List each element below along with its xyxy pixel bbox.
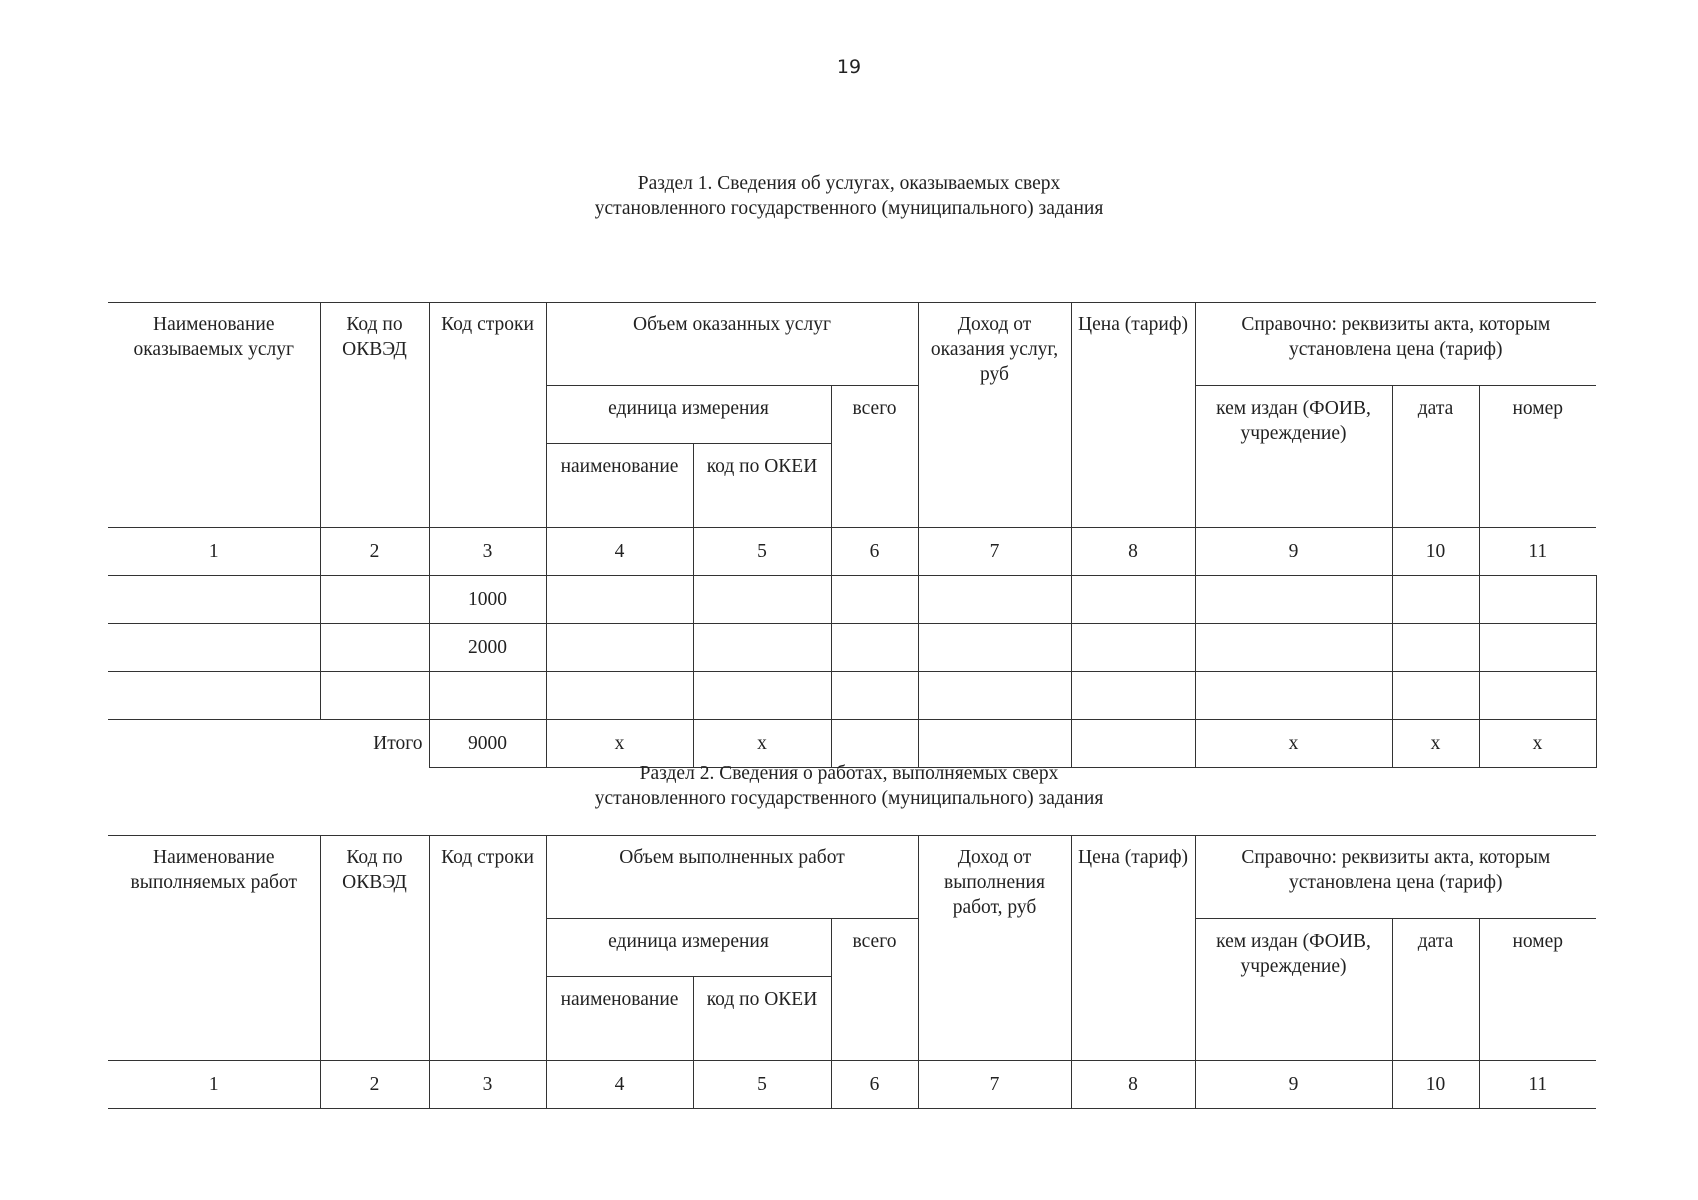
cell-number[interactable] <box>1479 672 1596 720</box>
column-number: 9 <box>1195 528 1392 576</box>
section-1-table <box>108 302 1597 768</box>
column-number: 3 <box>429 1061 546 1109</box>
cell-price[interactable] <box>1071 672 1195 720</box>
total-cell-date: х <box>1392 720 1479 768</box>
column-number: 7 <box>918 528 1071 576</box>
cell-date[interactable] <box>1392 672 1479 720</box>
header-unit: единица измерения <box>546 919 831 977</box>
column-number: 7 <box>918 1061 1071 1109</box>
total-label: Итого <box>108 720 429 768</box>
header-income: Доход от выполнения работ, руб <box>918 836 1071 1061</box>
cell-number[interactable] <box>1479 576 1596 624</box>
header-total: всего <box>831 919 918 1061</box>
cell-issuer[interactable] <box>1195 624 1392 672</box>
header-okei: код по ОКЕИ <box>693 444 831 528</box>
section-2-table <box>108 835 1596 1109</box>
header-price: Цена (тариф) <box>1071 836 1195 1061</box>
header-reference: Справочно: реквизиты акта, которым установлена цена (тариф) <box>1195 303 1596 386</box>
column-number: 1 <box>108 528 320 576</box>
column-number: 10 <box>1392 528 1479 576</box>
table-row <box>108 672 1596 720</box>
header-unit-name: наименование <box>546 977 693 1061</box>
cell-okei[interactable] <box>693 576 831 624</box>
cell-unit-name[interactable] <box>546 624 693 672</box>
header-issuer: кем издан (ФОИВ, учреждение) <box>1195 386 1392 528</box>
header-unit: единица измерения <box>546 386 831 444</box>
header-okei: код по ОКЕИ <box>693 977 831 1061</box>
cell-okved[interactable] <box>320 576 429 624</box>
section-1-title-line-1: Раздел 1. Сведения об услугах, оказываемых сверх <box>637 173 1061 194</box>
total-cell-unit-name: х <box>546 720 693 768</box>
section-1-title <box>0 171 1698 221</box>
cell-price[interactable] <box>1071 576 1195 624</box>
header-unit-name: наименование <box>546 444 693 528</box>
column-number: 2 <box>320 1061 429 1109</box>
header-date: дата <box>1392 386 1479 528</box>
cell-unit-name[interactable] <box>546 672 693 720</box>
total-row-code: 9000 <box>429 720 546 768</box>
table-row <box>108 624 1596 672</box>
total-cell-issuer: х <box>1195 720 1392 768</box>
column-number: 10 <box>1392 1061 1479 1109</box>
table-row <box>108 576 1596 624</box>
header-okved: Код по ОКВЭД <box>320 303 429 528</box>
cell-row-code: 2000 <box>429 624 546 672</box>
column-number: 6 <box>831 1061 918 1109</box>
cell-number[interactable] <box>1479 624 1596 672</box>
column-number: 11 <box>1479 1061 1596 1109</box>
header-volume: Объем оказанных услуг <box>546 303 918 386</box>
column-number: 8 <box>1071 1061 1195 1109</box>
cell-date[interactable] <box>1392 624 1479 672</box>
column-number-row <box>108 528 1596 576</box>
header-number: номер <box>1479 919 1596 1061</box>
column-number: 4 <box>546 528 693 576</box>
column-number: 9 <box>1195 1061 1392 1109</box>
header-reference: Справочно: реквизиты акта, которым установлена цена (тариф) <box>1195 836 1596 919</box>
header-okved: Код по ОКВЭД <box>320 836 429 1061</box>
header-work-name: Наименование выполняемых работ <box>108 836 320 1061</box>
cell-service-name[interactable] <box>108 672 320 720</box>
section-2-title-line-2: установленного государственного (муниципального) задания <box>594 788 1104 809</box>
cell-okved[interactable] <box>320 624 429 672</box>
column-number-row <box>108 1061 1596 1109</box>
column-number: 2 <box>320 528 429 576</box>
column-number: 5 <box>693 1061 831 1109</box>
header-price: Цена (тариф) <box>1071 303 1195 528</box>
header-issuer: кем издан (ФОИВ, учреждение) <box>1195 919 1392 1061</box>
cell-service-name[interactable] <box>108 576 320 624</box>
cell-price[interactable] <box>1071 624 1195 672</box>
page-number: 19 <box>836 56 862 78</box>
cell-row-code[interactable] <box>429 672 546 720</box>
cell-total[interactable] <box>831 576 918 624</box>
cell-issuer[interactable] <box>1195 576 1392 624</box>
cell-income[interactable] <box>918 672 1071 720</box>
header-row-code: Код строки <box>429 303 546 528</box>
cell-service-name[interactable] <box>108 624 320 672</box>
total-cell-okei: х <box>693 720 831 768</box>
cell-okved[interactable] <box>320 672 429 720</box>
column-number: 3 <box>429 528 546 576</box>
cell-okei[interactable] <box>693 624 831 672</box>
cell-okei[interactable] <box>693 672 831 720</box>
header-date: дата <box>1392 919 1479 1061</box>
cell-unit-name[interactable] <box>546 576 693 624</box>
column-number: 1 <box>108 1061 320 1109</box>
column-number: 11 <box>1479 528 1596 576</box>
total-cell-number: х <box>1479 720 1596 768</box>
cell-date[interactable] <box>1392 576 1479 624</box>
cell-total[interactable] <box>831 624 918 672</box>
header-number: номер <box>1479 386 1596 528</box>
cell-income[interactable] <box>918 624 1071 672</box>
column-number: 8 <box>1071 528 1195 576</box>
header-row-code: Код строки <box>429 836 546 1061</box>
column-number: 5 <box>693 528 831 576</box>
cell-total[interactable] <box>831 672 918 720</box>
column-number: 4 <box>546 1061 693 1109</box>
cell-issuer[interactable] <box>1195 672 1392 720</box>
section-2-title-line-1: Раздел 2. Сведения о работах, выполняемых сверх <box>639 763 1059 784</box>
section-1-title-line-2: установленного государственного (муниципального) задания <box>594 198 1104 219</box>
section-2-title <box>0 761 1698 811</box>
cell-income[interactable] <box>918 576 1071 624</box>
header-volume: Объем выполненных работ <box>546 836 918 919</box>
column-number: 6 <box>831 528 918 576</box>
header-service-name: Наименование оказываемых услуг <box>108 303 320 528</box>
header-total: всего <box>831 386 918 528</box>
header-income: Доход от оказания услуг, руб <box>918 303 1071 528</box>
cell-row-code: 1000 <box>429 576 546 624</box>
